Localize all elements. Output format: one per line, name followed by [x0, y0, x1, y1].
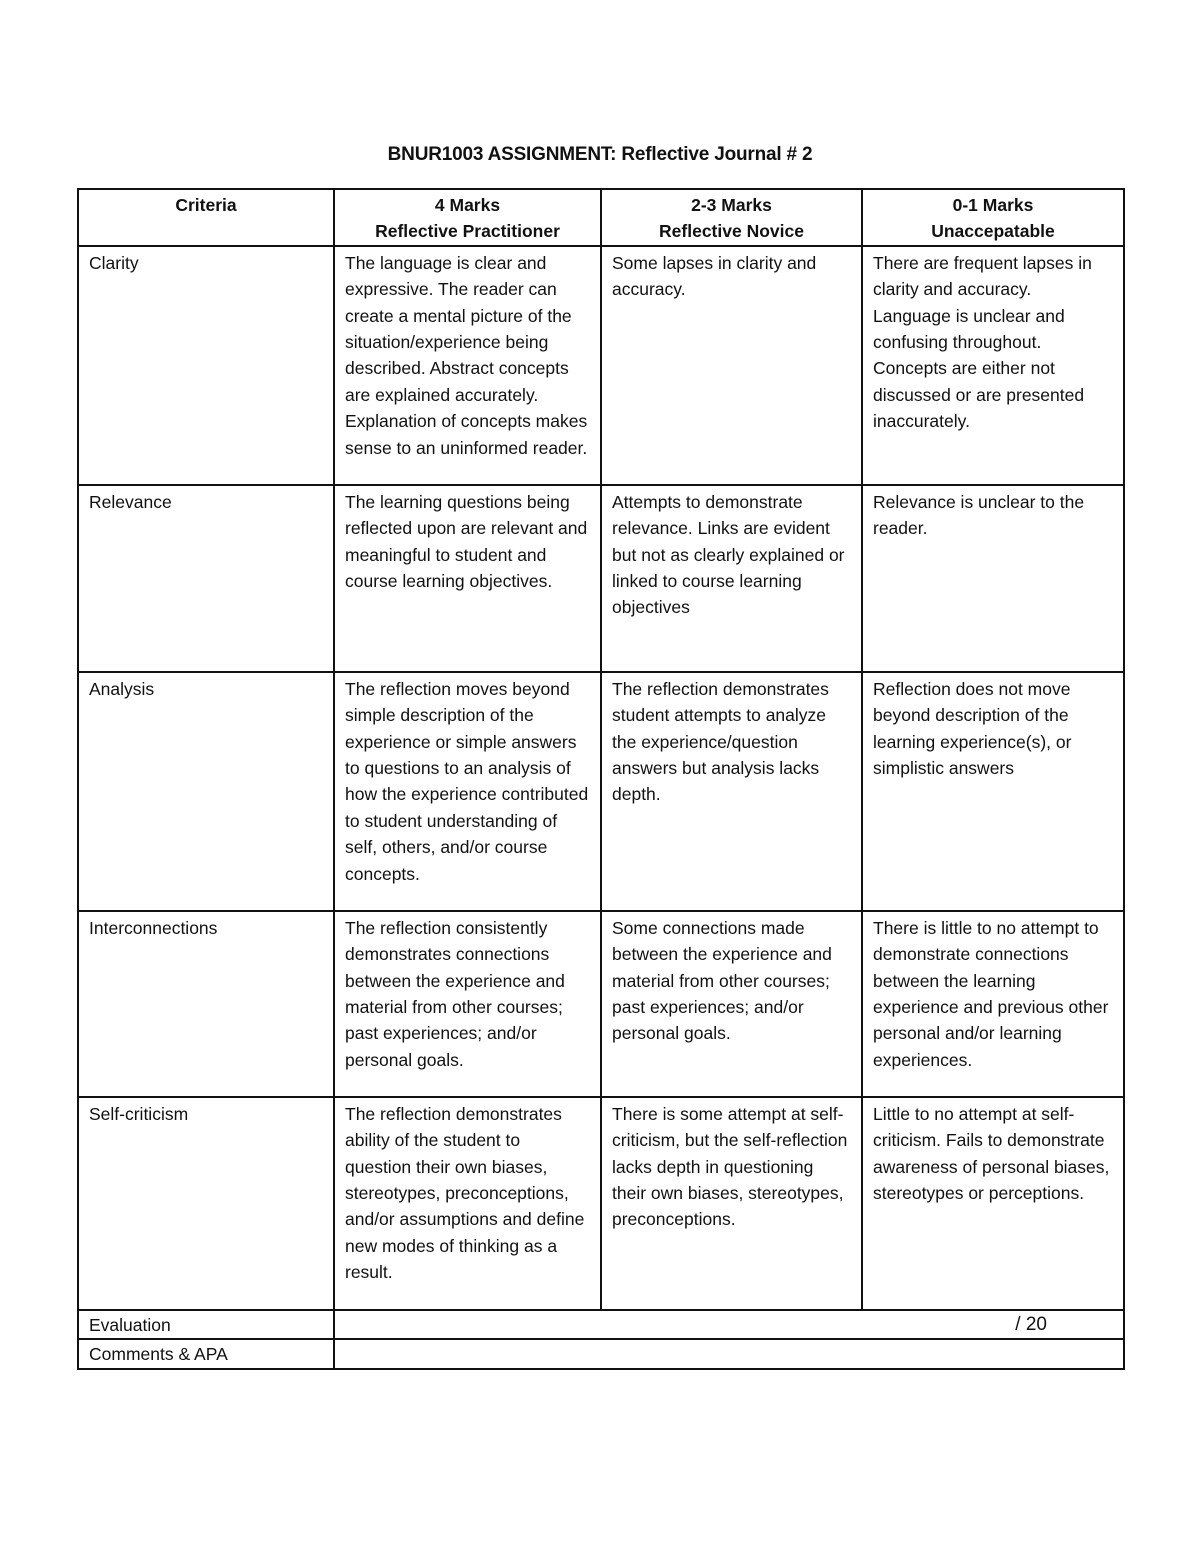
clarity-novice-cell: Some lapses in clarity and accuracy.	[601, 246, 862, 485]
table-row	[78, 485, 1124, 672]
comments-label: Comments & APA	[78, 1339, 334, 1368]
header-unacceptable-marks: 0-1 Marks	[952, 195, 1034, 215]
self-criticism-unacceptable-cell: Little to no attempt at self-criticism. Fails to demonstrate awareness of personal biases, stereotypes or perceptions.	[862, 1097, 1124, 1310]
comments-row	[78, 1339, 1124, 1368]
self-criticism-novice-cell: There is some attempt at self-criticism, but the self-reflection lacks depth in questioning their own biases, stereotypes, preconceptions.	[601, 1097, 862, 1310]
header-unacceptable	[862, 189, 1124, 246]
clarity-practitioner-cell: The language is clear and expressive. The reader can create a mental picture of the situation/experience being described. Abstract concepts are explained accurately. Explanation of concepts makes sense to an uninformed reader.	[334, 246, 601, 485]
evaluation-row	[78, 1310, 1124, 1339]
criterion-interconnections: Interconnections	[78, 911, 334, 1097]
table-row	[78, 1097, 1124, 1310]
rubric-table	[77, 188, 1125, 1370]
analysis-unacceptable-cell: Reflection does not move beyond description of the learning experience(s), or simplistic answers	[862, 672, 1124, 911]
criterion-clarity: Clarity	[78, 246, 334, 485]
header-criteria: Criteria	[78, 189, 334, 246]
table-header-row	[78, 189, 1124, 246]
self-criticism-practitioner-cell: The reflection demonstrates ability of the student to question their own biases, stereotypes, preconceptions, and/or assumptions and define new modes of thinking as a result.	[334, 1097, 601, 1310]
table-row	[78, 246, 1124, 485]
relevance-novice-cell: Attempts to demonstrate relevance. Links are evident but not as clearly explained or linked to course learning objectives	[601, 485, 862, 672]
interconnections-novice-cell: Some connections made between the experience and material from other courses; past experiences; and/or personal goals.	[601, 911, 862, 1097]
relevance-practitioner-cell: The learning questions being reflected upon are relevant and meaningful to student and course learning objectives.	[334, 485, 601, 672]
header-novice-marks: 2-3 Marks	[691, 195, 772, 215]
page-title: BNUR1003 ASSIGNMENT: Reflective Journal # 2	[387, 144, 813, 165]
clarity-unacceptable-cell: There are frequent lapses in clarity and accuracy. Language is unclear and confusing throughout. Concepts are either not discussed or are presented inaccurately.	[862, 246, 1124, 485]
header-reflective-novice	[601, 189, 862, 246]
analysis-practitioner-cell: The reflection moves beyond simple description of the experience or simple answers to questions to an analysis of how the experience contributed to student understanding of self, others, and/or course concepts.	[334, 672, 601, 911]
criterion-relevance: Relevance	[78, 485, 334, 672]
header-unacceptable-level: Unaccepatable	[931, 221, 1055, 242]
relevance-unacceptable-cell: Relevance is unclear to the reader.	[862, 485, 1124, 672]
interconnections-practitioner-cell: The reflection consistently demonstrates connections between the experience and material from other courses; past experiences; and/or personal goals.	[334, 911, 601, 1097]
interconnections-unacceptable-cell: There is little to no attempt to demonstrate connections between the learning experience and previous other personal and/or learning experiences.	[862, 911, 1124, 1097]
header-novice-level: Reflective Novice	[659, 221, 804, 242]
evaluation-score-field[interactable]: / 20	[334, 1310, 1124, 1339]
table-row	[78, 911, 1124, 1097]
analysis-novice-cell: The reflection demonstrates student attempts to analyze the experience/question answers but analysis lacks depth.	[601, 672, 862, 911]
header-reflective-practitioner	[334, 189, 601, 246]
header-practitioner-level: Reflective Practitioner	[375, 221, 560, 242]
table-row	[78, 672, 1124, 911]
criterion-self-criticism: Self-criticism	[78, 1097, 334, 1310]
comments-field[interactable]	[334, 1339, 1124, 1368]
header-practitioner-marks: 4 Marks	[434, 195, 501, 215]
criterion-analysis: Analysis	[78, 672, 334, 911]
evaluation-label: Evaluation	[78, 1310, 334, 1339]
